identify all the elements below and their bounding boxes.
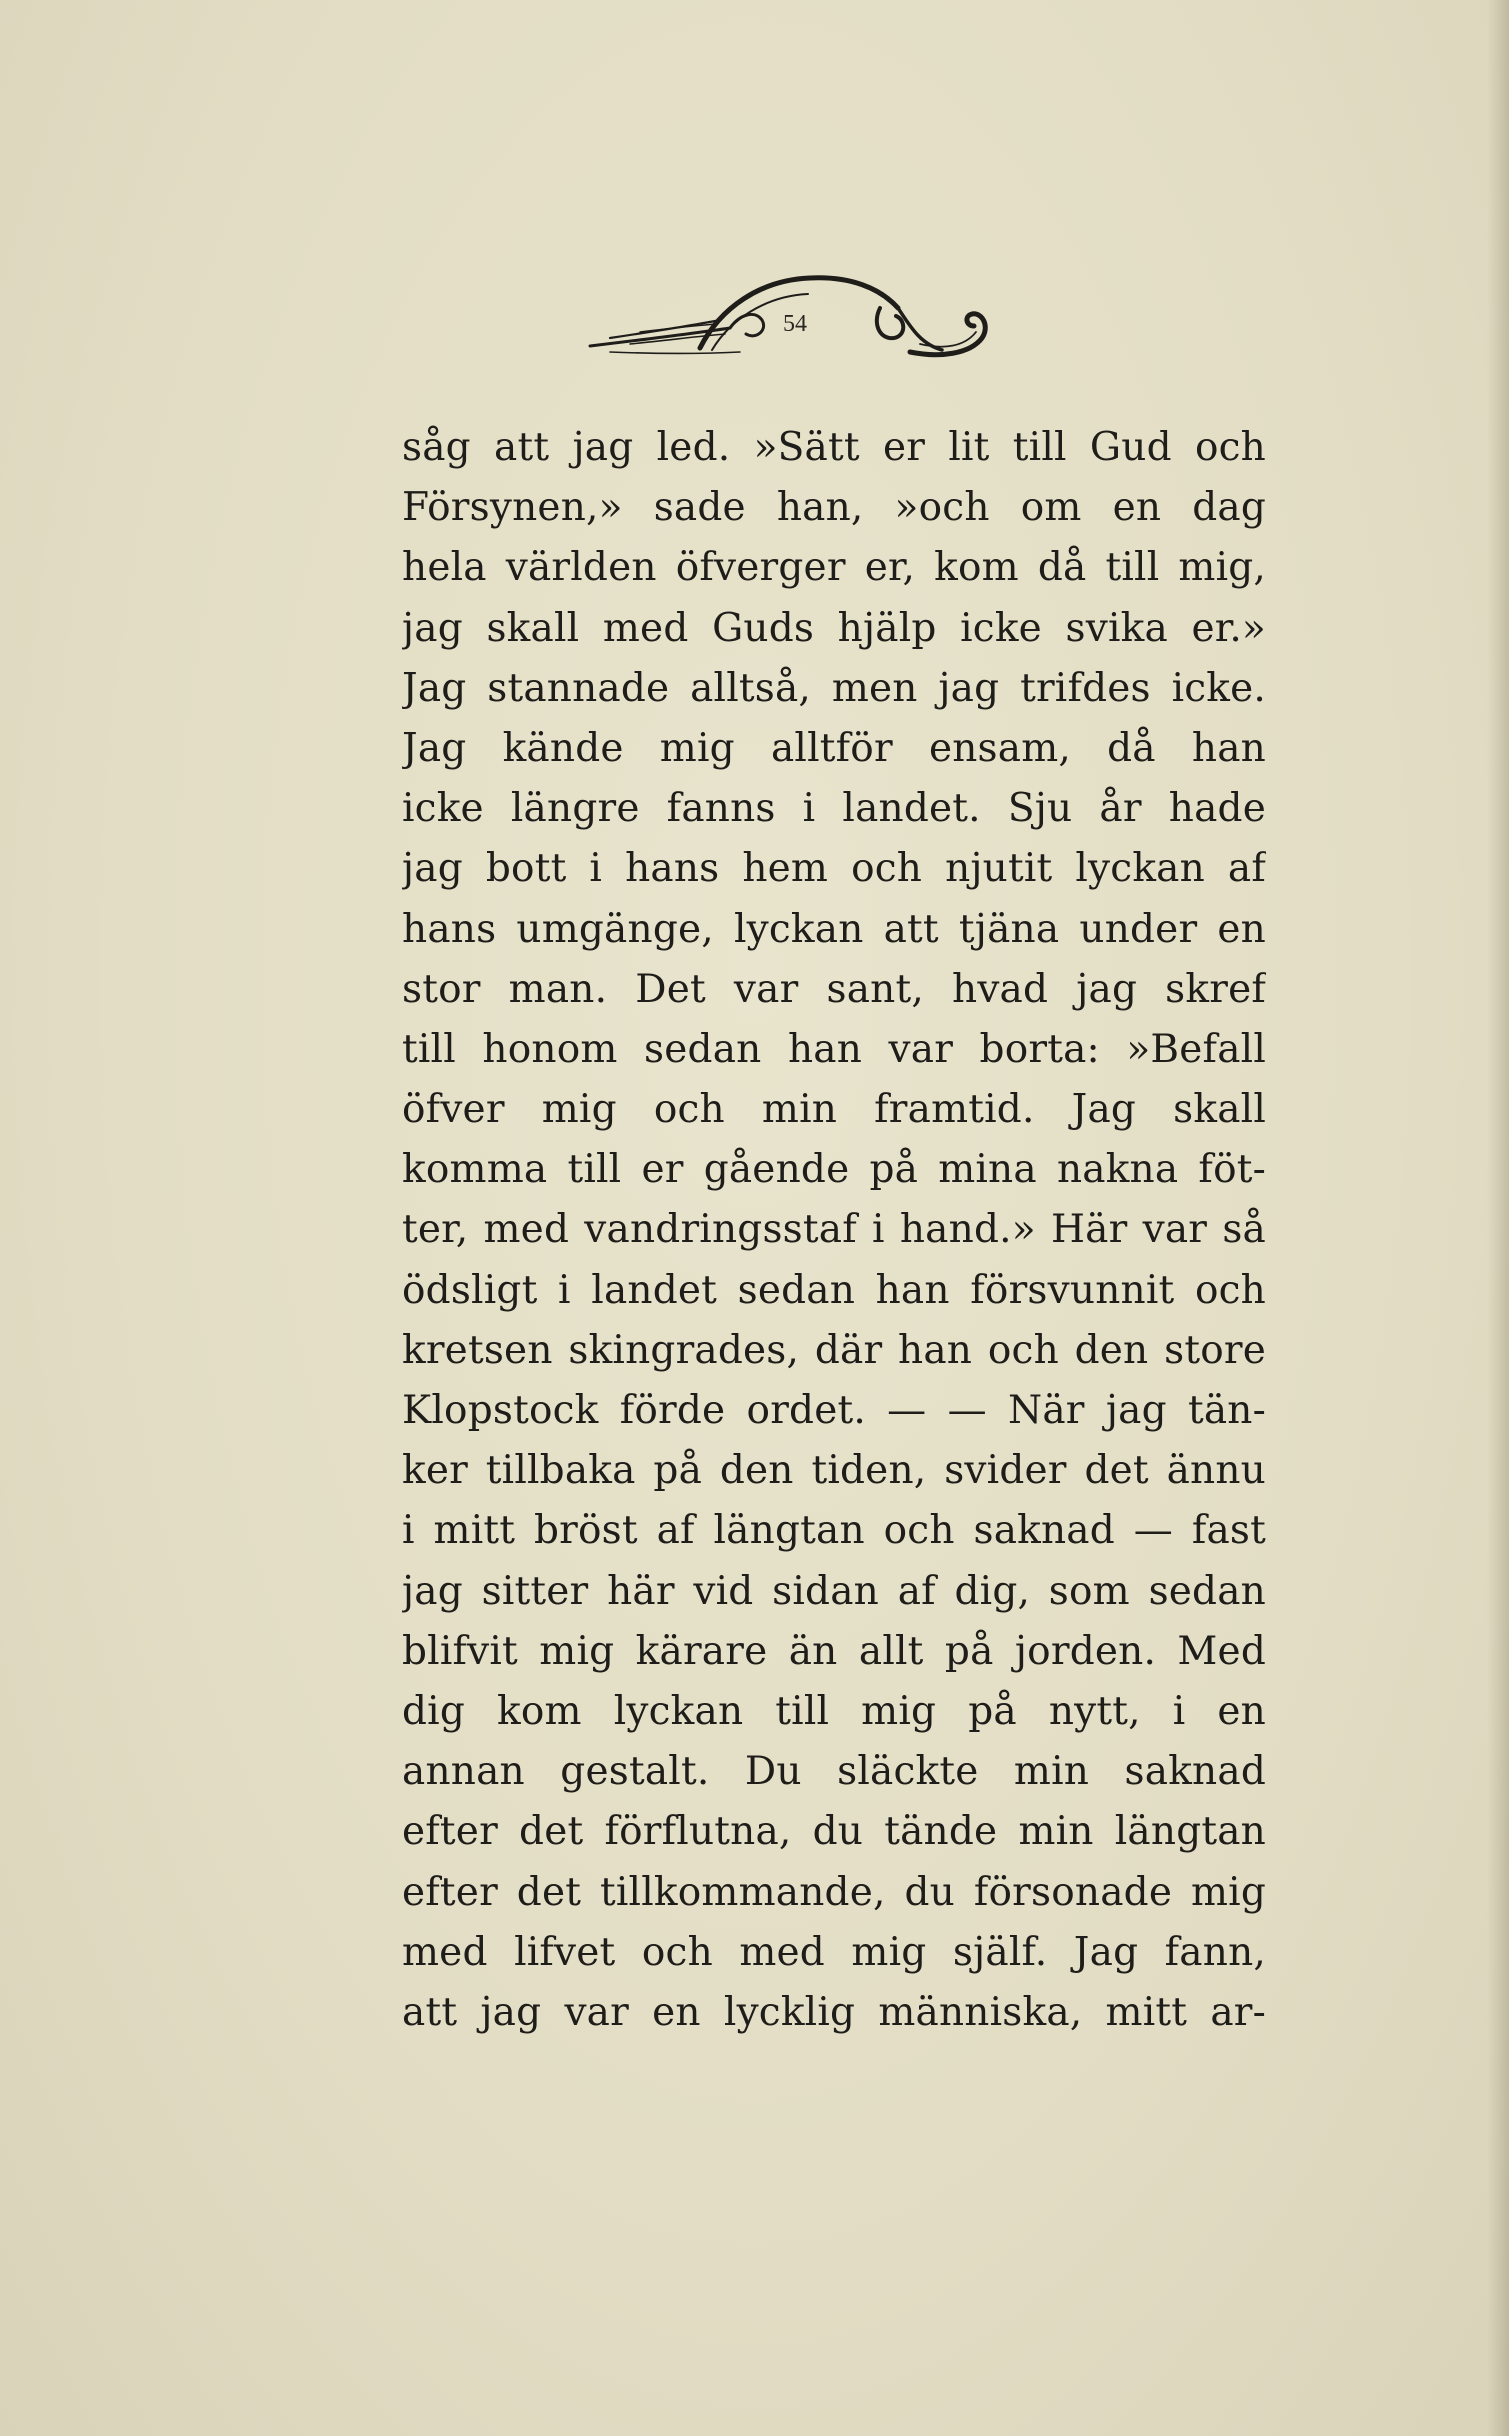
text-line: hans umgänge, lyckan att tjäna under en xyxy=(402,906,1266,952)
text-line: kretsen skingrades, där han och den store xyxy=(402,1327,1266,1373)
text-line: hela världen öfverger er, kom då till mig, xyxy=(402,545,1266,591)
text-line: till honom sedan han var borta: »Befall xyxy=(402,1026,1266,1072)
text-line: med lifvet och med mig själf. Jag fann, xyxy=(402,1929,1266,1975)
text-line: jag bott i hans hem och njutit lyckan af xyxy=(402,846,1266,892)
text-line: ker tillbaka på den tiden, svider det ännu xyxy=(402,1448,1266,1494)
text-line: ter, med vandringsstaf i hand.» Här var så xyxy=(402,1207,1266,1253)
text-line: komma till er gående på mina nakna föt- xyxy=(402,1147,1266,1193)
text-line: i mitt bröst af längtan och saknad — fast xyxy=(402,1508,1266,1554)
text-line: Jag kände mig alltför ensam, då han xyxy=(402,725,1266,771)
text-line: Försynen,» sade han, »och om en dag xyxy=(402,485,1266,531)
text-line: Jag stannade alltså, men jag trifdes icke. xyxy=(402,665,1266,711)
text-line: jag sitter här vid sidan af dig, som sedan xyxy=(402,1568,1266,1614)
page-number: 54 xyxy=(783,311,807,337)
text-line: stor man. Det var sant, hvad jag skref xyxy=(402,966,1266,1012)
text-line: blifvit mig kärare än allt på jorden. Med xyxy=(402,1628,1266,1674)
page-edge-shadow xyxy=(1487,0,1509,2436)
text-line: efter det tillkommande, du försonade mig xyxy=(402,1869,1266,1915)
text-line: annan gestalt. Du släckte min saknad xyxy=(402,1749,1266,1795)
text-line: Klopstock förde ordet. — — När jag tän- xyxy=(402,1388,1266,1433)
text-line: icke längre fanns i landet. Sju år hade xyxy=(402,786,1266,832)
text-line: ödsligt i landet sedan han försvunnit och xyxy=(402,1267,1266,1313)
text-line: såg att jag led. »Sätt er lit till Gud och xyxy=(402,425,1266,470)
text-line: jag skall med Guds hjälp icke svika er.» xyxy=(402,605,1266,651)
text-line: efter det förflutna, du tände min längtan xyxy=(402,1809,1266,1855)
text-line: dig kom lyckan till mig på nytt, i en xyxy=(402,1688,1266,1734)
text-line: att jag var en lycklig människa, mitt ar- xyxy=(402,1989,1266,2035)
text-line: öfver mig och min framtid. Jag skall xyxy=(402,1087,1266,1133)
text-body xyxy=(402,418,1266,2043)
